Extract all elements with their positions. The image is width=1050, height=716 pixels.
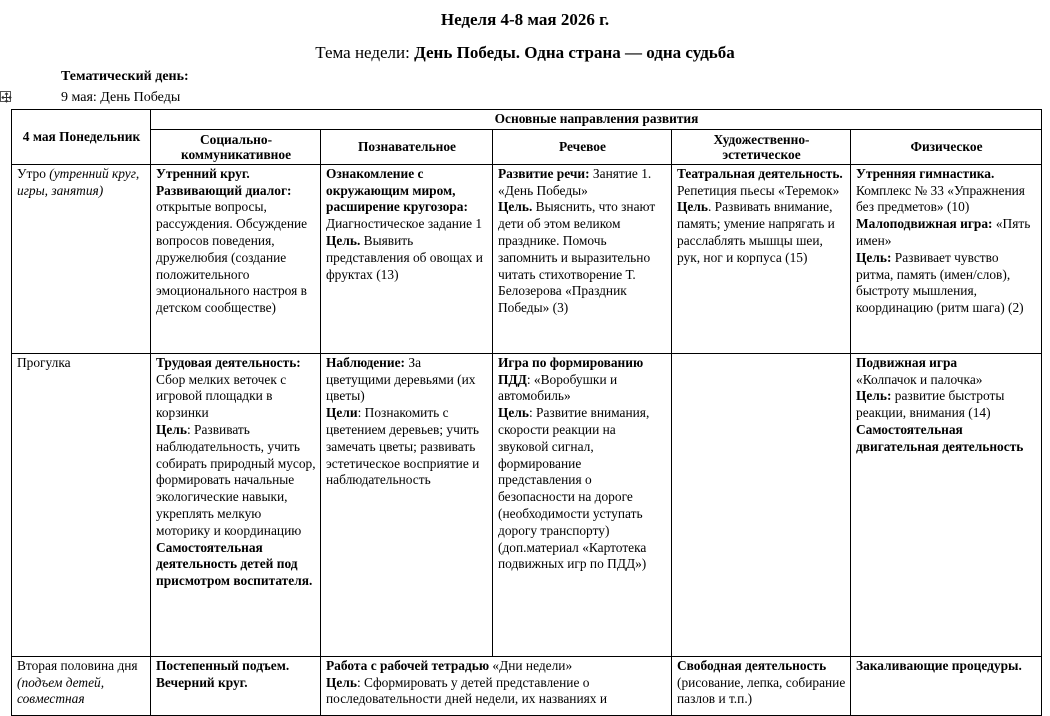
cell-text: : «Воробушки и автомобиль» xyxy=(498,371,618,404)
column-header-social: Социально-коммуникативное xyxy=(151,129,321,164)
cell-text: «Пять имен» xyxy=(856,216,1031,248)
cell-morning-social xyxy=(151,164,321,353)
cell-text: Развивает чувство ритма, память (имен/слов), быстроту мышления, координацию (ритм шага) (2) xyxy=(856,249,1024,316)
cell-text: Выяснить, что знают дети об этом великом празднике. Помочь запомнить и выразительно читать стихотворение Т. Белозерова «Праздник Победы» (3) xyxy=(498,199,656,316)
cell-heading: Ознакомление с окружающим миром, расширение кругозора: xyxy=(326,165,468,215)
cell-heading: Театральная деятельность. xyxy=(677,165,843,181)
cell-morning-art xyxy=(672,164,851,353)
cell-heading: Цель xyxy=(326,674,357,690)
cell-evening-cognitive-speech xyxy=(321,656,672,715)
thematic-day-value: 9 мая: День Победы xyxy=(61,90,181,105)
cell-text: Занятие 1. «День Победы» xyxy=(498,165,652,198)
table-move-handle-icon[interactable] xyxy=(0,91,11,102)
cell-text: Диагностическое задание 1 xyxy=(326,216,483,232)
row-label-evening xyxy=(12,656,151,715)
cell-text: «Колпачок и палочка» xyxy=(856,371,983,387)
cell-morning-speech xyxy=(493,164,672,353)
cell-text: Комплекс № 33 «Упражнения без предметов» (10) xyxy=(856,182,1025,215)
cell-walk-speech xyxy=(493,353,672,656)
cell-heading: Цель xyxy=(156,421,187,437)
cell-morning-cognitive xyxy=(321,164,493,353)
cell-heading: Самостоятельная двигательная деятельность xyxy=(856,421,1024,454)
row-label-text: Вторая половина дня xyxy=(17,657,138,673)
cell-morning-physical xyxy=(851,164,1042,353)
theme-line xyxy=(0,42,1050,64)
row-label-text: Утро xyxy=(17,165,50,181)
theme-prefix: Тема недели: xyxy=(315,43,415,62)
column-header-speech: Речевое xyxy=(493,129,672,164)
cell-heading: Работа с рабочей тетрадью xyxy=(326,657,490,673)
cell-heading: Малоподвижная игра: xyxy=(856,216,993,232)
cell-text: открытые вопросы, рассуждения. Обсуждение вопросов поведения, дружелюбия (создание положительного эмоционального настроя в детском сообществе) xyxy=(156,199,308,316)
cell-evening-physical xyxy=(851,656,1042,715)
cell-text: : Познакомить с цветением деревьев; учить замечать цветы; развивать эстетическое восприятие и наблюдательность xyxy=(326,405,480,488)
cell-walk-physical xyxy=(851,353,1042,656)
cell-heading: Цель: xyxy=(856,388,892,404)
column-header-art: Художественно-эстетическое xyxy=(672,129,851,164)
cell-text: . Развивать внимание, память; умение напрягать и расслаблять мышцы шеи, рук, ног и корпуса (15) xyxy=(677,199,835,265)
cell-text: Репетиция пьесы «Теремок» xyxy=(677,182,840,198)
cell-text: Сбор мелких веточек с игровой площадки в корзинки xyxy=(156,371,287,421)
cell-heading: Цели xyxy=(326,405,358,421)
cell-heading: Утренний круг. xyxy=(156,165,250,181)
plan-table xyxy=(11,109,1042,716)
header-row-columns xyxy=(12,129,1042,164)
table-row xyxy=(12,353,1042,656)
cell-heading: Цель xyxy=(677,199,708,215)
cell-evening-art xyxy=(672,656,851,715)
table-row xyxy=(12,656,1042,715)
cell-heading: Развивающий диалог: xyxy=(156,182,292,198)
day-header: 4 мая Понедельник xyxy=(12,110,151,165)
directions-header: Основные направления развития xyxy=(151,110,1042,130)
row-label-text: Прогулка xyxy=(17,354,71,370)
table-row xyxy=(12,164,1042,353)
cell-text: : Развитие внимания, скорости реакции на звуковой сигнал, формирование представления о безопасности на дороге (необходимости уступать дорогу транспорту) (доп.материал «Картотека подвижных игр по ПДД») xyxy=(498,405,650,572)
cell-heading: Наблюдение: xyxy=(326,354,406,370)
cell-walk-art xyxy=(672,353,851,656)
cell-heading: Утренняя гимнастика. xyxy=(856,165,995,181)
cell-heading: Цель. xyxy=(326,232,361,248)
thematic-day-label: Тематический день: xyxy=(61,69,189,84)
cell-text: «Дни недели» xyxy=(489,657,573,673)
cell-text: Выявить представления об овощах и фруктах (13) xyxy=(326,232,483,282)
cell-text: (рисование, лепка, собирание пазлов и т.п.) xyxy=(677,674,846,707)
row-label-morning xyxy=(12,164,151,353)
week-title: Неделя 4-8 мая 2026 г. xyxy=(440,10,610,29)
cell-heading: Подвижная игра xyxy=(856,354,958,370)
header-row-main xyxy=(12,110,1042,130)
cell-heading: Трудовая деятельность: xyxy=(156,354,301,370)
column-header-cognitive: Познавательное xyxy=(321,129,493,164)
cell-heading: Закаливающие процедуры. xyxy=(856,657,1022,673)
cell-text: : Сформировать у детей представление о последовательности дней недели, их названиях и xyxy=(326,674,607,707)
cell-heading: Развитие речи: xyxy=(498,165,590,181)
cell-text: развитие быстроты реакции, внимания (14) xyxy=(856,388,1005,421)
cell-walk-cognitive xyxy=(321,353,493,656)
cell-heading: Цель. xyxy=(498,199,533,215)
cell-text: За цветущими деревьями (их цветы) xyxy=(326,354,476,404)
row-label-note: (утренний круг, игры, занятия) xyxy=(17,165,140,198)
theme-name: День Победы. Одна страна — одна судьба xyxy=(414,43,735,62)
cell-heading: Цель: xyxy=(856,249,892,265)
cell-heading: Постепенный подъем. Вечерний круг. xyxy=(156,657,290,690)
cell-heading: Свободная деятельность xyxy=(677,657,827,673)
cell-heading: Цель xyxy=(498,405,529,421)
row-label-walk xyxy=(12,353,151,656)
cell-heading: Самостоятельная деятельность детей под присмотром воспитателя. xyxy=(156,539,313,589)
cell-walk-social xyxy=(151,353,321,656)
row-label-note: (подъем детей, совместная xyxy=(17,674,105,707)
cell-heading: Игра по формированию ПДД xyxy=(498,354,644,387)
column-header-physical: Физическое xyxy=(851,129,1042,164)
cell-text: : Развивать наблюдательность, учить собирать природный мусор, формировать начальные экологические навыки, укреплять мелкую моторику и координацию xyxy=(156,421,316,538)
cell-evening-social xyxy=(151,656,321,715)
